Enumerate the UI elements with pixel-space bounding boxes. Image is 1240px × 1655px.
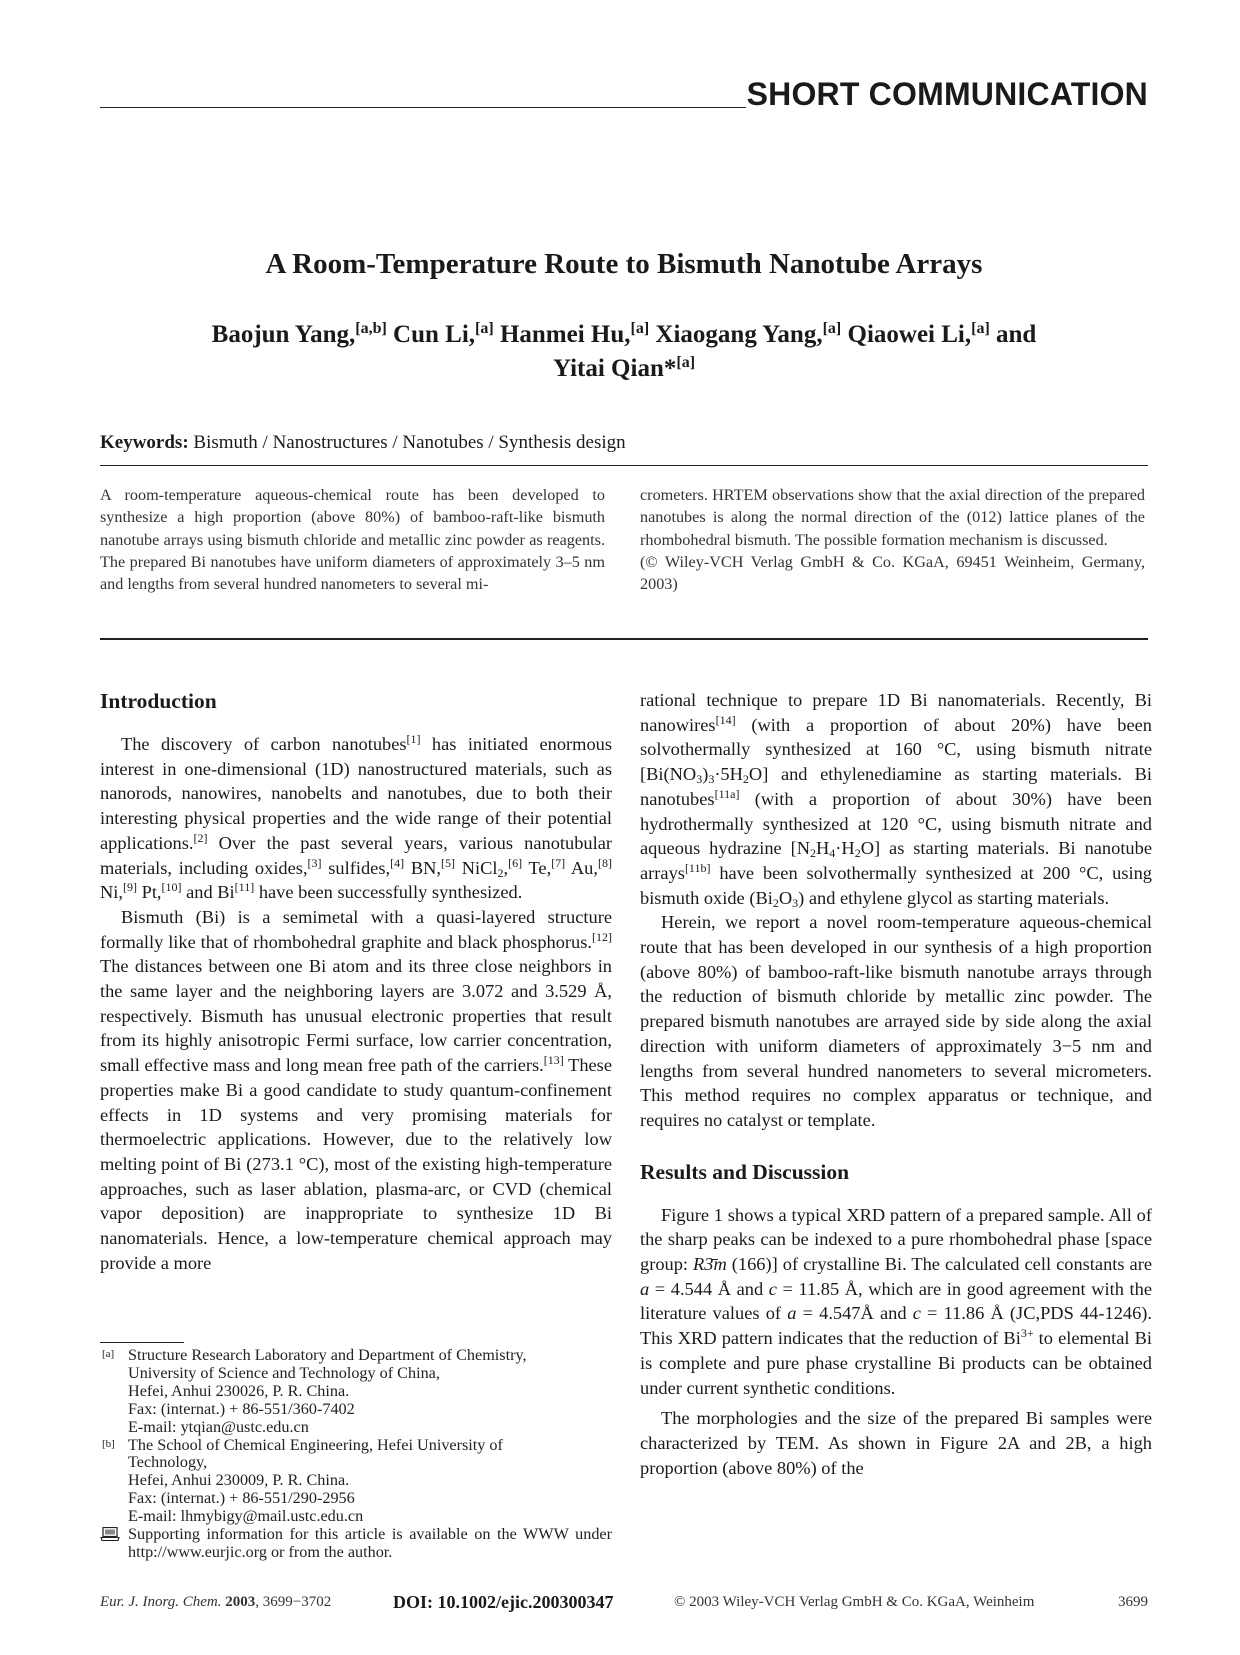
journal-citation: Eur. J. Inorg. Chem. 2003, 3699−3702 bbox=[100, 1594, 332, 1610]
page-footer bbox=[100, 1592, 1148, 1616]
abstract-rule bbox=[100, 638, 1148, 640]
copyright: © 2003 Wiley-VCH Verlag GmbH & Co. KGaA, Weinheim bbox=[674, 1594, 1035, 1610]
author: Qiaowei Li, bbox=[847, 321, 972, 348]
header-rule bbox=[100, 107, 746, 108]
author-list bbox=[140, 318, 1108, 386]
article-title: A Room-Temperature Route to Bismuth Nanotube Arrays bbox=[265, 248, 983, 280]
section-heading-results: Results and Discussion bbox=[640, 1159, 850, 1184]
affiliation-mark: [a] bbox=[630, 320, 650, 337]
paragraph: Figure 1 shows a typical XRD pattern of a prepared sample. All of the sharp peaks can be indexed to a pure rhombohedral phase [space group: R3̄m (166)] of crystalline Bi. The calculated cell constants are a = 4.544 Å and c = 11.85 Å, which are in good agreement with the literature values of a = 4.547Å and c = 11.86 Å (JC,PDS 44-1246). This XRD pattern indicates that the reduction of $Bi^{3+}$ to elemental Bi is complete and pure phase crystalline Bi products can be obtained under current synthetic conditions. bbox=[640, 1204, 1153, 1398]
affiliation-footnote-b: [b] The School of Chemical Engineering, Hefei University of Technology, Hefei, Anhui 230009, P. R. China. Fax: (internat.) + 86-551/290-2956 E-mail: lhmybigy@mail.ustc.edu.cn bbox=[102, 1435, 503, 1526]
footnotes bbox=[100, 1347, 612, 1562]
author: Baojun Yang, bbox=[211, 321, 356, 348]
author-conjunction: and bbox=[996, 321, 1037, 348]
paragraph: Herein, we report a novel room-temperature aqueous-chemical route that has been developed in our synthesis of a high proportion (above 80%) of bamboo-raft-like bismuth nanotube arrays through the reduction of bismuth chloride by metallic zinc powder. The prepared bismuth nanotubes are arrayed side by side along the axial direction with uniform diameters of approximately 3−5 nm and lengths from several hundred nanometers to several micrometers. This method requires no complex apparatus or technique, and requires no catalyst or template. bbox=[640, 912, 1152, 1130]
supporting-info-footnote: Supporting information for this article is available on the WWW under http://www.eurjic.org or from the author. bbox=[100, 1526, 612, 1562]
abstract-text: crometers. HRTEM observations show that the axial direction of the prepared nanotubes is along the normal direction of the (012) lattice planes of the rhombohedral bismuth. The possible formation mechanism is discussed. bbox=[640, 486, 1145, 549]
keywords-label: Keywords: bbox=[100, 432, 189, 453]
footnote-mark: [b] bbox=[102, 1437, 115, 1450]
paragraph: The morphologies and the size of the prepared Bi samples were characterized by TEM. As shown in Figure 2A and 2B, a high proportion (above 80%) of the bbox=[640, 1408, 1152, 1478]
keywords-rule bbox=[100, 465, 1148, 466]
computer-icon bbox=[100, 1527, 120, 1541]
abstract-text: A room-temperature aqueous-chemical route has been developed to synthesize a high proportion (above 80%) of bamboo-raft-like bismuth nanotube arrays using bismuth chloride and metallic zinc powder as reagents. The prepared Bi nanotubes have uniform diameters of approximately 3–5 nm and lengths from several hundred nanometers to several mi- bbox=[100, 486, 605, 594]
author: Xiaogang Yang, bbox=[655, 321, 823, 348]
paragraph: rational technique to prepare 1D Bi nanomaterials. Recently, Bi nanowires[14] (with a proportion of about 20%) have been solvothermally synthesized at 160 °C, using bismuth nitrate $[Bi(NO_3)_3\cdot 5H_2O]$ and ethylenediamine as starting materials. Bi nanotubes[11a] (with a proportion of about 30%) have been hydrothermally synthesized at 120 °C, using bismuth nitrate and aqueous hydrazine $[N_2H_4\cdot H_2O]$ as starting materials. Bi nanotube arrays[11b] have been solvothermally synthesized at 200 °C, using bismuth oxide $(Bi_2O_3)$ and ethylene glycol as starting materials. bbox=[640, 690, 1152, 910]
body-column-left bbox=[100, 688, 612, 1275]
affiliation-footnote-a: [a] Structure Research Laboratory and Department of Chemistry, University of Science and Technology of China, Hefei, Anhui 230026, P. R. China. Fax: (internat.) + 86-551/360-7402 E-mail: ytqian@ustc.edu.cn bbox=[102, 1346, 527, 1436]
keywords bbox=[100, 432, 626, 454]
paragraph: The discovery of carbon nanotubes[1] has initiated enormous interest in one-dimensional (1D) nanostructured materials, such as nanorods, nanowires, nanobelts and nanotubes, due to both their interesting physical properties and the wide range of their potential applications.[2] Over the past several years, various nanotubular materials, including oxides,[3] sulfides,[4] BN,[5] NiCl$_2$,[6] Te,[7] Au,[8] Ni,[9] Pt,[10] and Bi[11] have been successfully synthesized. bbox=[100, 732, 612, 903]
abstract-column-left bbox=[100, 484, 605, 595]
author: Yitai Qian* bbox=[552, 355, 677, 382]
affiliation-mark: [a] bbox=[676, 354, 696, 371]
footnote-mark: [a] bbox=[102, 1348, 115, 1360]
paragraph: Bismuth (Bi) is a semimetal with a quasi-layered structure formally like that of rhombohedral graphite and black phosphorus.[12] The distances between one Bi atom and its three close neighbors in the same layer and the neighboring layers are 3.072 and 3.529 Å, respectively. Bismuth has unusual electronic properties that result from its highly anisotropic Fermi surface, low carrier concentration, small effective mass and long mean free path of the carriers.[13] These properties make Bi a good candidate to study quantum-confinement effects in 1D systems and very promising materials for thermoelectric applications. However, due to the relatively low melting point of Bi (273.1 °C), most of the existing high-temperature approaches, such as laser ablation, plasma-arc, or CVD (chemical vapor deposition) are inappropriate to synthesize 1D Bi nanomaterials. Hence, a low-temperature chemical approach may provide a more bbox=[100, 906, 612, 1273]
section-label: SHORT COMMUNICATION bbox=[746, 76, 1148, 112]
section-heading-introduction: Introduction bbox=[100, 689, 217, 713]
affiliation-mark: [a] bbox=[971, 320, 990, 337]
keywords-list: Bismuth / Nanostructures / Nanotubes / Synthesis design bbox=[193, 432, 626, 453]
affiliation-mark: [a] bbox=[822, 320, 842, 337]
affiliation-mark: [a,b] bbox=[355, 320, 387, 337]
doi: DOI: 10.1002/ejic.200300347 bbox=[393, 1592, 614, 1612]
page-number: 3699 bbox=[1118, 1594, 1148, 1610]
author: Cun Li, bbox=[393, 321, 476, 348]
footnote-rule bbox=[100, 1342, 184, 1343]
abstract-column-right bbox=[640, 484, 1145, 595]
author: Hanmei Hu, bbox=[499, 321, 631, 348]
body-column-right bbox=[640, 688, 1152, 1480]
affiliation-mark: [a] bbox=[475, 320, 494, 337]
abstract-copyright: (© Wiley-VCH Verlag GmbH & Co. KGaA, 69451 Weinheim, Germany, 2003) bbox=[640, 552, 1145, 594]
